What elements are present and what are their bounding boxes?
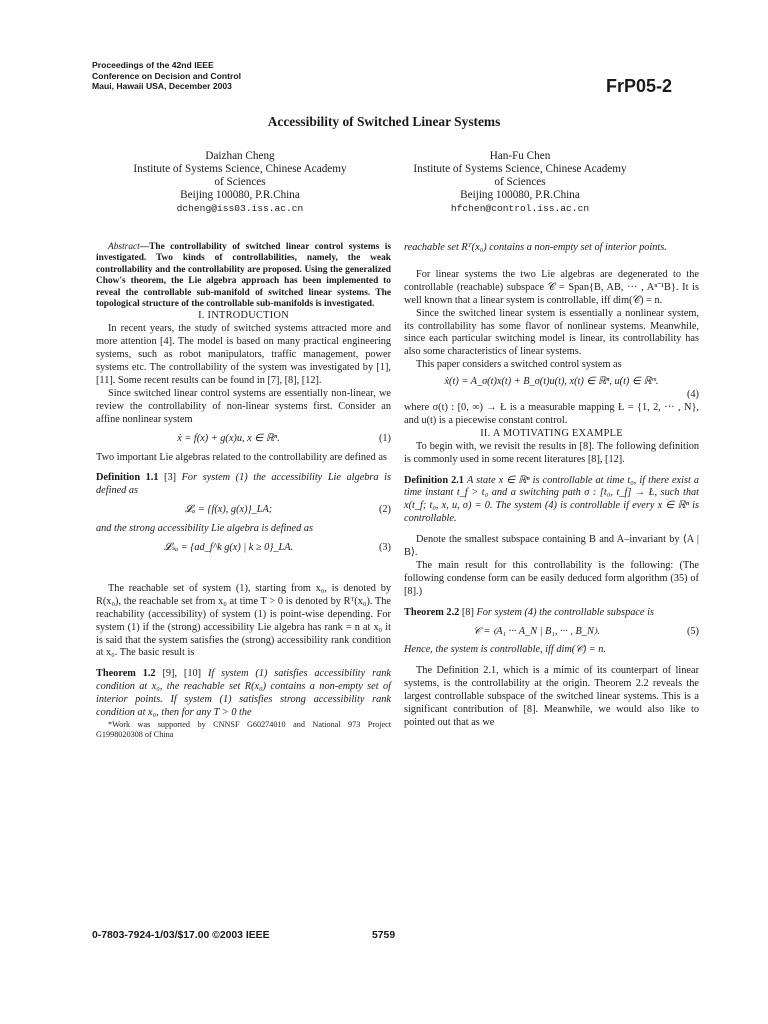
theorem-1-2 — [96, 668, 391, 720]
paragraph: The reachable set of system (1), starting from x₀, is denoted by R(x₀), the reachable set from x₀ at time T > 0 is denoted by Rᵀ(x₀). The reachability (accessibility) of system (1) is point-wise depending. For system (1) if the (strong) accessibility Lie algebra has rank = n at x₀ it is said that the system satisfies the (strong) accessibility rank condition at x₀. The basic result is — [96, 582, 391, 659]
definition-text: A state x ∈ ℝⁿ is controllable at time t₀, if there exist a time instant t_f > t₀ and a switching path σ : [t₀, t_f] → Ł, such that x(t_f; t₀, x, u, σ) = 0. The system (4) is controllable if every x ∈ ℝⁿ is controllable. — [404, 474, 699, 525]
equation-5 — [404, 626, 699, 639]
author-email[interactable]: dcheng@iss03.iss.ac.cn — [176, 203, 304, 214]
abstract-label: Abstract — [108, 242, 140, 252]
citation: [8] — [459, 606, 477, 618]
paragraph: Denote the smallest subspace containing B and A–invariant by ⟨A | B⟩. — [404, 534, 699, 559]
proceedings-line: Proceedings of the 42nd IEEE — [92, 60, 214, 70]
abstract-text: —The controllability of switched linear control systems is investigated. Two kinds of controllabilities, namely, the weak controllability and the controllability are proposed. Using the generalized Chow's theorem, the Lie algebra approach has been implemented to reveal the controllable sub-manifold of switched linear systems. The topological structure of the controllable sub-manifolds is investigated. — [96, 242, 391, 310]
paragraph: The Definition 2.1, which is a mimic of its counterpart of linear systems, is the controllability at the origin. Theorem 2.2 reveals the largest controllable subspace of the switched linear systems. This is a significant contribution of [8]. Meanwhile, we would also like to pointed out that as we — [404, 665, 699, 728]
citation: [3] — [158, 472, 182, 484]
theorem-continuation: reachable set Rᵀ(x₀) contains a non-empty set of interior points. — [404, 242, 667, 253]
paper-title: Accessibility of Switched Linear Systems — [267, 114, 501, 129]
equation-body: ẋ(t) = A_σ(t)x(t) + B_σ(t)u(t), x(t) ∈ ℝⁿ, u(t) ∈ ℝᵐ. — [444, 376, 659, 388]
equation-body: ẋ = f(x) + g(x)u, x ∈ ℝⁿ. — [177, 432, 280, 444]
paragraph: For linear systems the two Lie algebras are degenerated to the controllable (reachable) subspace 𝒞 = Span{B, AB, ··· , Aⁿ⁻¹B}. It is well known that a linear system is controllable, iff dim(𝒞) = n. — [404, 268, 699, 306]
paragraph: The main result for this controllability is the following: (The following condense form can be easily deduced form algorithm (35) of [8].) — [404, 559, 699, 597]
equation-number: (4) — [686, 389, 699, 401]
theorem-text: If system (1) satisfies accessibility rank condition at x₀, the reachable set R(x₀) contains a non-empty set of interior points. If system (1) satisfies strong accessibility rank condition at x₀, then for any T > 0 the — [96, 668, 391, 719]
equation-body: 𝓛ₛₐ = {ad_f^k g(x) | k ≥ 0}_LA. — [163, 542, 294, 554]
paragraph: To begin with, we revisit the results in [8]. The following definition is commonly used in some recent literatures [8], [12]. — [404, 440, 699, 465]
author-affiliation: Institute of Systems Science, Chinese Academy — [413, 163, 627, 175]
paragraph: Since the switched linear system is essentially a nonlinear system, its controllability has some flavor of nonlinear systems. Meanwhile, since each particular switching model is linear, its controllability has also some characteristics of linear systems. — [404, 307, 699, 358]
proceedings-line: Conference on Decision and Control — [92, 70, 241, 81]
theorem-label: Theorem 1.2 — [96, 668, 156, 680]
author-name: Han-Fu Chen — [489, 150, 551, 162]
author-address: Beijing 100080, P.R.China — [460, 189, 580, 201]
paragraph: Two important Lie algebras related to the controllability are defined as — [96, 451, 387, 463]
definition-text: For system (1) the accessibility Lie algebra is defined as — [96, 472, 391, 497]
author-affiliation: of Sciences — [214, 176, 266, 188]
proceedings-header — [92, 60, 241, 92]
page-number: 5759 — [372, 930, 396, 941]
equation-2 — [96, 504, 391, 517]
isbn-copyright: 0-7803-7924-1/03/$17.00 ©2003 IEEE — [92, 930, 270, 941]
section-heading: II. A MOTIVATING EXAMPLE — [480, 427, 623, 439]
equation-number: (2) — [378, 504, 391, 516]
author-address: Beijing 100080, P.R.China — [180, 189, 300, 201]
definition-label: Definition 1.1 — [96, 472, 159, 484]
proceedings-line: Maui, Hawaii USA, December 2003 — [92, 81, 232, 91]
session-code: FrP05-2 — [606, 76, 673, 96]
theorem-2-2 — [404, 607, 699, 620]
author-name: Daizhan Cheng — [205, 150, 275, 162]
definition-label: Definition 2.1 — [404, 474, 464, 486]
definition-2-1 — [404, 475, 699, 527]
equation-number: (5) — [686, 625, 699, 637]
citation: [9], [10] — [155, 668, 208, 680]
abstract — [96, 242, 391, 310]
paragraph: Since switched linear control systems are essentially non-linear, we review the controllability of non-linear systems first. Consider an affine nonlinear system — [96, 387, 391, 425]
section-heading: I. INTRODUCTION — [198, 310, 289, 322]
paragraph: This paper considers a switched control system as — [416, 359, 622, 371]
author-email[interactable]: hfchen@control.iss.ac.cn — [450, 203, 590, 214]
equation-1 — [96, 433, 391, 446]
author-block-2 — [370, 150, 670, 215]
definition-1-1 — [96, 472, 391, 498]
left-column — [96, 242, 391, 740]
footnote: *Work was supported by CNNSF G60274010 and National 973 Project G1998020308 of China — [96, 720, 391, 739]
theorem-label: Theorem 2.2 — [404, 606, 460, 618]
author-affiliation: of Sciences — [494, 176, 546, 188]
equation-body: 𝓛ₐ = {f(x), g(x)}_LA; — [184, 504, 273, 516]
right-column — [404, 242, 699, 730]
equation-3 — [96, 542, 391, 555]
equation-body: 𝒞 = ⟨A₁ ··· A_N | B₁, ··· , B_N⟩. — [473, 625, 600, 637]
theorem-conclusion: Hence, the system is controllable, iff dim(𝒞) = n. — [404, 644, 606, 656]
equation-4 — [404, 376, 699, 389]
author-block-1 — [90, 150, 390, 215]
author-affiliation: Institute of Systems Science, Chinese Academy — [133, 163, 347, 175]
equation-number: (3) — [378, 542, 391, 554]
theorem-text: For system (4) the controllable subspace is — [476, 606, 654, 618]
equation-number: (1) — [378, 432, 391, 444]
paragraph: where σ(t) : [0, ∞) → Ł is a measurable mapping Ł = {1, 2, ··· , N}, and u(t) is a piecewise constant control. — [404, 401, 699, 426]
paragraph: In recent years, the study of switched systems attracted more and more attention [4]. The model is based on many practical engineering systems, such as robot manipulators, traffic management, power systems etc. The controllability of the system was investigated by [1], [11]. Some recent results can be found in [7], [8], [12]. — [96, 323, 391, 386]
definition-text: and the strong accessibility Lie algebra is defined as — [96, 523, 313, 535]
